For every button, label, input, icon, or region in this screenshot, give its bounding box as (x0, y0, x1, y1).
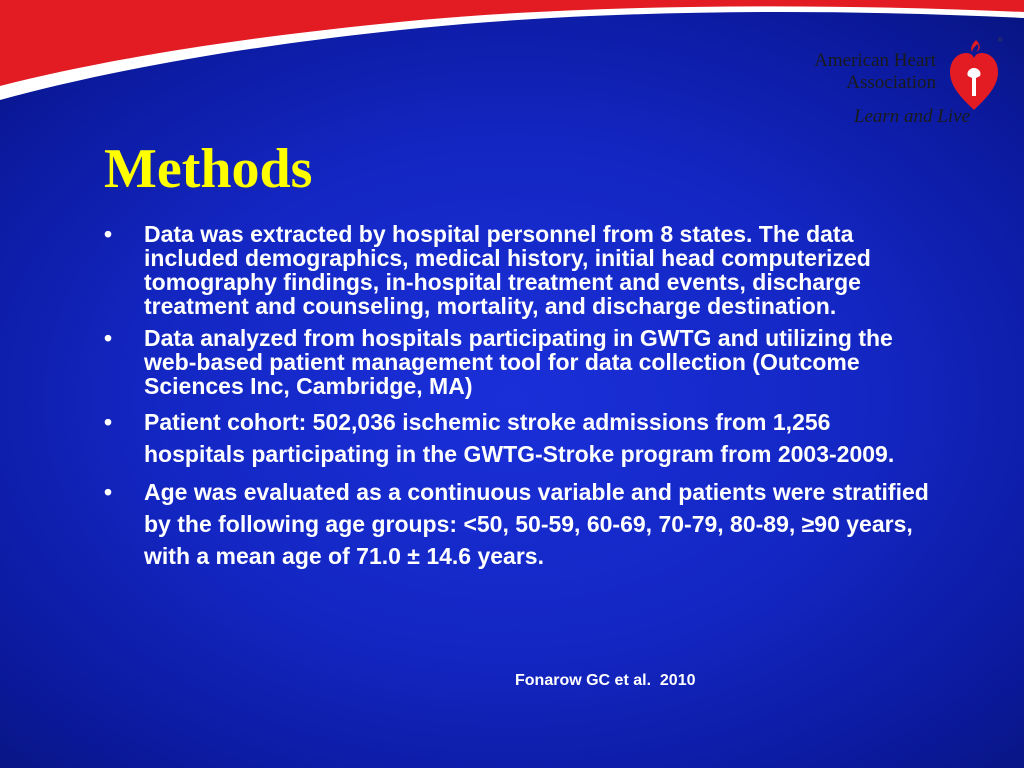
bullet-marker: • (104, 221, 113, 247)
bullet-text: Data analyzed from hospitals participating in GWTG and utilizing the web-based patient management tool for data collection (Outcome Sciences Inc, Cambridge, MA) (144, 325, 893, 399)
citation: Fonarow GC et al. 2010 (515, 672, 696, 689)
bullet-age-groups (100, 476, 930, 572)
bullet-marker: • (104, 325, 113, 351)
bullet-marker: • (104, 479, 113, 505)
bullet-text: Patient cohort: 502,036 ischemic stroke admissions from 1,256 hospitals participating in the GWTG-Stroke program from 2003-2009. (144, 409, 895, 467)
logo-text-line2: Association (846, 72, 936, 93)
aha-logo (770, 24, 1020, 134)
heart-torch-icon (946, 38, 1002, 112)
logo-text-line1: American Heart (814, 50, 936, 71)
methods-bullet-list (100, 222, 930, 572)
bullet-text: Age was evaluated as a continuous variable and patients were stratified by the following age groups: <50, 50-59, 60-69, 70-79, 80-89, ≥90 years, with a mean age of 71.0 ± 14.6 years. (144, 479, 929, 569)
bullet-data-analysis (100, 326, 930, 398)
bullet-marker: • (104, 409, 113, 435)
bullet-text: Data was extracted by hospital personnel from 8 states. The data included demographics, medical history, initial head computerized tomography findings, in-hospital treatment and events, discharge treatment and counseling, mortality, and discharge destination. (144, 221, 871, 319)
bullet-patient-cohort (100, 406, 930, 470)
slide-title: Methods (104, 138, 313, 200)
trademark-mark: ® (998, 38, 1003, 44)
logo-tagline: Learn and Live (853, 106, 970, 127)
bullet-data-extraction (100, 222, 930, 318)
